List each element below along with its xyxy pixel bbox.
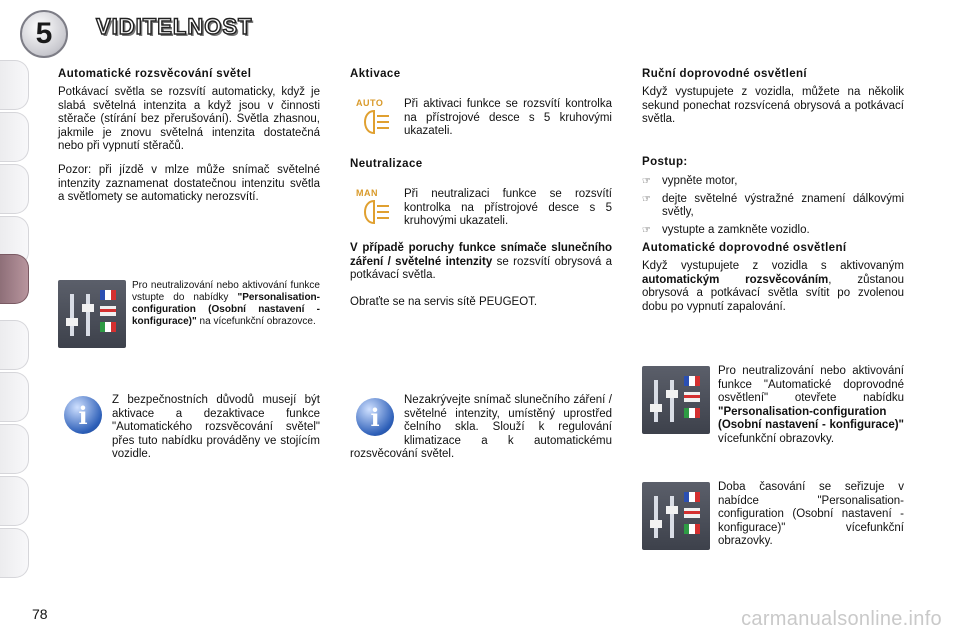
page-number: 78: [32, 606, 48, 622]
sensor-info-text: [350, 394, 612, 462]
service-text: Obraťte se na servis sítě PEUGEOT.: [350, 296, 538, 308]
neutralization-heading: Neutralizace: [350, 158, 423, 170]
auto-guide-text-bold: automatickým rozsvěcováním: [642, 273, 829, 286]
chapter-tabs: [0, 60, 34, 580]
step-text: vypněte motor,: [662, 175, 738, 187]
step-item: [642, 175, 904, 189]
man-lamp-icon: [356, 188, 398, 234]
step-text: vystupte a zamkněte vozidlo.: [662, 223, 810, 236]
settings-sliders-icon: [58, 280, 126, 348]
step-item: [642, 224, 904, 238]
step-item: [642, 193, 904, 220]
sensor-fault-rest: se rozsvítí obrysová a potkávací světla.: [350, 255, 613, 281]
chapter-tab-active[interactable]: [0, 254, 29, 304]
auto-guide-menu-note: [718, 365, 904, 446]
manual-guide-text: Když vystupujete z vozidla, můžete na několik sekund ponechat rozsvícená obrysová a potkávací světla.: [642, 86, 904, 125]
auto-lighting-para2: Pozor: při jízdě v mlze může snímač světelné intenzity zaznamenat dostatečnou intenzitu světla a světlomety se automaticky nerozsvítí.: [58, 164, 320, 203]
note-text: Pro neutralizování nebo aktivování funkce vstupte do nabídky: [132, 280, 320, 303]
sensor-info-content: Nezakrývejte snímač slunečního záření / světelné intenzity, umístěný uprostřed čelního skla. Slouží k regulování klimatizace a k automatickému rozsvěcování světel.: [350, 394, 612, 460]
chapter-tab[interactable]: [0, 424, 29, 474]
step-text: dejte světelné výstražné znamení dálkovými světly,: [662, 192, 904, 218]
activation-heading: Aktivace: [350, 68, 401, 80]
auto-guide-heading: Automatické doprovodné osvětlení: [642, 242, 847, 254]
auto-lamp-icon: [356, 98, 398, 144]
neutralization-text: Při neutralizaci funkce se rozsvítí kontrolka na přístrojové desce s 5 kruhovými ukazateli.: [404, 188, 612, 227]
timer-setting-note: Doba časování se seřizuje v nabídce "Personalisation-configuration (Osobní nastavení - konfigurace)" vícefunkční obrazovky.: [718, 481, 904, 547]
note-text: vícefunkční obrazovky.: [718, 432, 835, 445]
activation-text: Při aktivaci funkce se rozsvítí kontrolka na přístrojové desce s 5 kruhovými ukazateli.: [404, 98, 612, 137]
chapter-tab[interactable]: [0, 528, 29, 578]
sensor-fault-text: [350, 242, 612, 283]
hand-pointer-icon: ☞: [642, 224, 651, 236]
chapter-number-badge: [20, 10, 68, 58]
auto-lamp-label: AUTO: [356, 98, 384, 108]
auto-lighting-menu-note: [132, 280, 320, 328]
note-text: Pro neutralizování nebo aktivování funkce "Automatické doprovodné osvětlení" otevřete nabídku: [718, 365, 904, 404]
note-text: na vícefunkční obrazovce.: [196, 316, 316, 327]
procedure-heading: Postup:: [642, 156, 688, 168]
chapter-tab[interactable]: [0, 476, 29, 526]
chapter-tab[interactable]: [0, 372, 29, 422]
watermark: carmanualsonline.info: [741, 608, 942, 630]
chapter-tab[interactable]: [0, 60, 29, 110]
chapter-tab[interactable]: [0, 164, 29, 214]
info-icon: i: [356, 398, 394, 436]
note-menu-name: "Personalisation-configuration (Osobní nastavení - konfigurace)": [132, 292, 320, 327]
chapter-title: VIDITELNOST: [96, 14, 253, 39]
chapter-number: 5: [35, 17, 53, 50]
auto-lighting-para1: Potkávací světla se rozsvítí automaticky, když je slabá světelná intenzita a když jsou v činnosti stěrače (stírání bez přerušování). Světla zhasnou, jakmile je znovu světelná intenzita dostatečná nebo při vypnutí stěračů.: [58, 86, 320, 152]
auto-guide-text-post: , zůstanou obrysová a potkávací světla svítit po zvolenou dobu po vypnutí zapalování.: [642, 273, 904, 313]
info-icon: i: [64, 396, 102, 434]
hand-pointer-icon: ☞: [642, 193, 651, 205]
safety-info-text: Z bezpečnostních důvodů musejí být aktivace a dezaktivace funkce "Automatického rozsvěcování světel" přes tuto nabídku prováděny ve stojícím vozidle.: [112, 394, 320, 460]
chapter-tab[interactable]: [0, 320, 29, 370]
auto-guide-text: [642, 260, 904, 314]
note-menu-name: "Personalisation-configuration (Osobní nastavení - konfigurace)": [718, 405, 904, 431]
procedure-steps: [642, 175, 904, 237]
hand-pointer-icon: ☞: [642, 176, 651, 187]
sensor-fault-bold: V případě poruchy funkce snímače slunečního záření / světelné intenzity: [350, 242, 612, 268]
chapter-tab[interactable]: [0, 112, 29, 162]
settings-sliders-icon: [642, 482, 710, 550]
auto-guide-text-pre: Když vystupujete z vozidla s aktivovaným: [642, 260, 904, 272]
settings-sliders-icon: [642, 366, 710, 434]
man-lamp-label: MAN: [356, 188, 378, 198]
manual-guide-heading: Ruční doprovodné osvětlení: [642, 68, 808, 80]
auto-lighting-heading: Automatické rozsvěcování světel: [58, 68, 252, 80]
